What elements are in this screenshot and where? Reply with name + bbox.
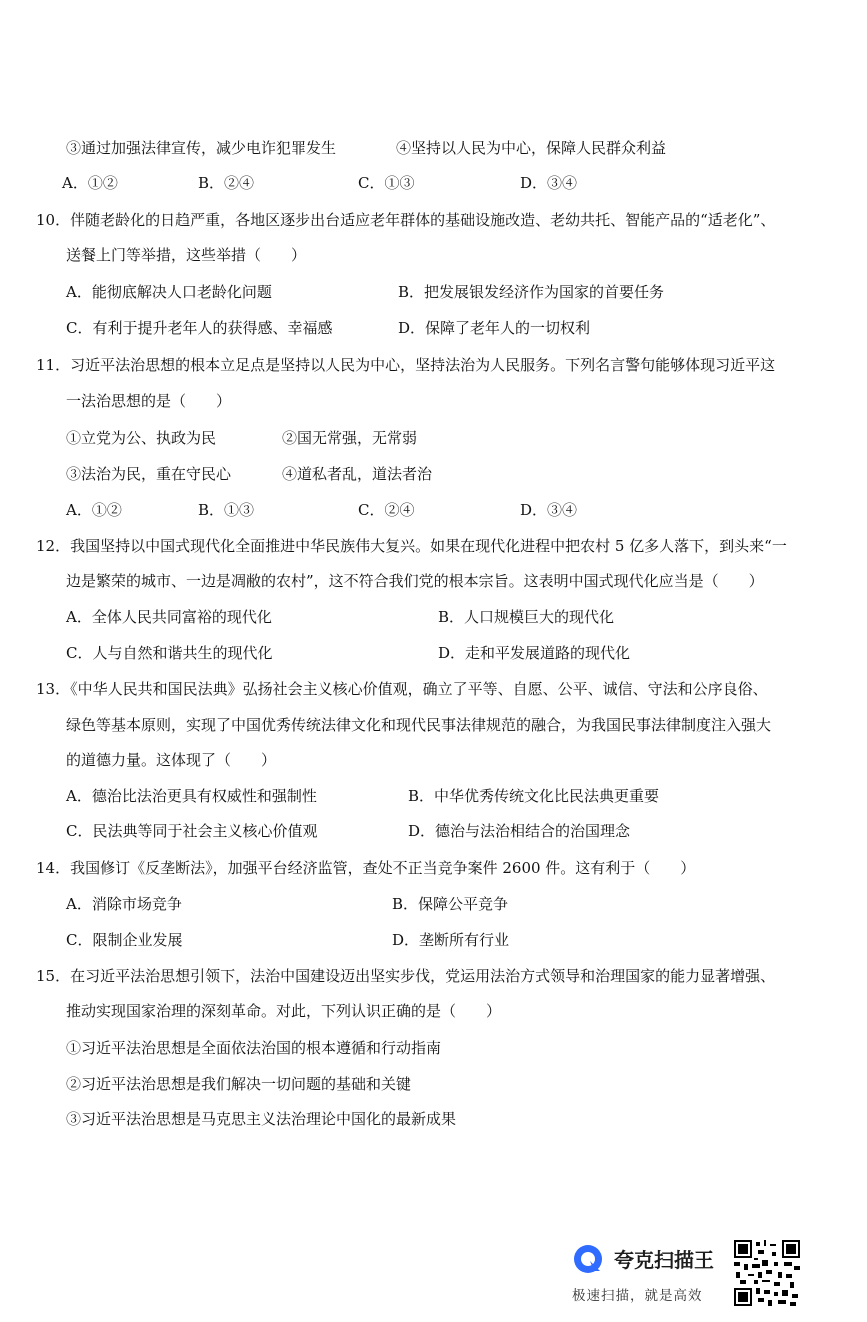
q12-choice-d: D．走和平发展道路的现代化 [438, 644, 631, 662]
q10-choice-d: D．保障了老年人的一切权利 [398, 319, 591, 337]
q10-choice-c: C．有利于提升老年人的获得感、幸福感 [66, 319, 333, 337]
q13-choice-b: B．中华优秀传统文化比民法典更重要 [408, 787, 660, 805]
q11-option-3: ③法治为民，重在守民心 [66, 465, 232, 483]
watermark-slogan: 极速扫描，就是高效 [572, 1288, 703, 1304]
q13-choice-d: D．德治与法治相结合的治国理念 [408, 822, 631, 840]
q10-choice-b: B．把发展银发经济作为国家的首要任务 [398, 283, 665, 301]
q9-option-3: ③通过加强法律宣传，减少电诈犯罪发生 [66, 139, 337, 157]
q14-choice-c: C．限制企业发展 [66, 931, 183, 949]
q9-choice-a: A．①② [62, 174, 118, 192]
q12-stem-line-1: 12．我国坚持以中国式现代化全面推进中华民族伟大复兴。如果在现代化进程中把农村 5 亿多人落下，到头来“一 [36, 537, 787, 555]
scanner-watermark [572, 1238, 802, 1308]
q14-choice-d: D．垄断所有行业 [392, 931, 510, 949]
q11-option-4: ④道私者乱，道法者治 [282, 465, 433, 483]
q13-stem-line-3: 的道德力量。这体现了（ ） [66, 751, 277, 769]
q15-option-2: ②习近平法治思想是我们解决一切问题的基础和关键 [66, 1075, 412, 1093]
q14-choice-a: A．消除市场竞争 [66, 895, 182, 913]
q9-choice-d: D．③④ [520, 174, 578, 192]
q12-stem-line-2: 边是繁荣的城市、一边是凋敝的农村”，这不符合我们党的根本宗旨。这表明中国式现代化应当是（ ） [66, 572, 764, 590]
q10-stem-line-2: 送餐上门等举措，这些举措（ ） [66, 246, 307, 264]
q11-choice-b: B．①③ [198, 501, 255, 519]
q9-choice-c: C．①③ [358, 174, 415, 192]
q9-choice-b: B．②④ [198, 174, 255, 192]
q15-stem-line-2: 推动实现国家治理的深刻革命。对此，下列认识正确的是（ ） [66, 1002, 502, 1020]
q15-option-1: ①习近平法治思想是全面依法治国的根本遵循和行动指南 [66, 1039, 442, 1057]
quark-logo-icon [572, 1243, 604, 1275]
q13-choice-c: C．民法典等同于社会主义核心价值观 [66, 822, 318, 840]
q10-stem-line-1: 10．伴随老龄化的日趋严重，各地区逐步出台适应老年群体的基础设施改造、老幼共托、智能产品的“适老化”、 [36, 211, 776, 229]
q12-choice-a: A．全体人民共同富裕的现代化 [66, 608, 272, 626]
q11-stem-line-2: 一法治思想的是（ ） [66, 392, 232, 410]
q11-choice-d: D．③④ [520, 501, 578, 519]
q11-choice-c: C．②④ [358, 501, 415, 519]
q11-option-1: ①立党为公、执政为民 [66, 429, 217, 447]
q11-stem-line-1: 11．习近平法治思想的根本立足点是坚持以人民为中心，坚持法治为人民服务。下列名言警句能够体现习近平这 [36, 356, 776, 374]
q14-choice-b: B．保障公平竞争 [392, 895, 509, 913]
q12-choice-b: B．人口规模巨大的现代化 [438, 608, 615, 626]
q13-choice-a: A．德治比法治更具有权威性和强制性 [66, 787, 317, 805]
q11-option-2: ②国无常强，无常弱 [282, 429, 418, 447]
q12-choice-c: C．人与自然和谐共生的现代化 [66, 644, 273, 662]
qr-code-icon [734, 1240, 800, 1306]
watermark-brand: 夸克扫描王 [614, 1248, 714, 1272]
q14-stem-line-1: 14．我国修订《反垄断法》，加强平台经济监管，查处不正当竞争案件 2600 件。这有利于（ ） [36, 859, 696, 877]
q15-stem-line-1: 15．在习近平法治思想引领下，法治中国建设迈出坚实步伐，党运用法治方式领导和治理国家的能力显著增强、 [36, 967, 776, 985]
q10-choice-a: A．能彻底解决人口老龄化问题 [66, 283, 272, 301]
q13-stem-line-2: 绿色等基本原则，实现了中国优秀传统法律文化和现代民事法律规范的融合，为我国民事法律制度注入强大 [66, 716, 772, 734]
q11-choice-a: A．①② [66, 501, 122, 519]
q15-option-3: ③习近平法治思想是马克思主义法治理论中国化的最新成果 [66, 1110, 457, 1128]
q13-stem-line-1: 13．《中华人民共和国民法典》弘扬社会主义核心价值观，确立了平等、自愿、公平、诚信、守法和公序良俗、 [36, 680, 768, 698]
q9-option-4: ④坚持以人民为中心，保障人民群众利益 [396, 139, 667, 157]
